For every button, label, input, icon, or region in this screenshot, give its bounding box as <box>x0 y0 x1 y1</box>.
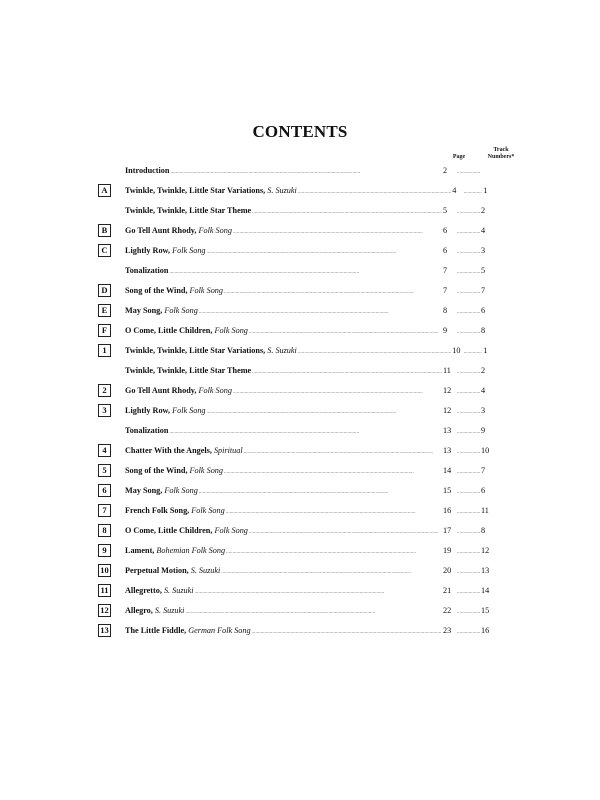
section-badge: 9 <box>98 544 111 557</box>
dot-leader <box>170 166 442 176</box>
composer: S. Suzuki <box>154 606 185 615</box>
track-number: 4 <box>481 386 486 395</box>
composer: Folk Song <box>198 226 232 235</box>
piece-title: Allegro, <box>125 606 153 615</box>
dot-leader <box>298 186 451 196</box>
piece-title: Song of the Wind, <box>125 286 188 295</box>
contents-entry <box>0 581 600 601</box>
section-badge: 8 <box>98 524 111 537</box>
page-number: 8 <box>443 306 448 315</box>
track-number: 5 <box>481 266 486 275</box>
dot-leader <box>252 626 442 636</box>
entry-line <box>125 266 493 276</box>
section-badge: D <box>98 284 111 297</box>
track-number: 7 <box>481 466 486 475</box>
piece-title: Lament, <box>125 546 155 555</box>
entry-line <box>125 506 493 516</box>
contents-entry <box>0 521 600 541</box>
dot-leader <box>457 526 480 536</box>
page-number: 2 <box>443 166 448 175</box>
page-number: 13 <box>443 446 452 455</box>
composer: S. Suzuki <box>267 186 297 195</box>
dot-leader <box>457 626 480 636</box>
piece-title: Go Tell Aunt Rhody, <box>125 386 197 395</box>
track-number: 6 <box>481 306 486 315</box>
page-number: 11 <box>443 366 451 375</box>
track-number: 1 <box>483 346 488 355</box>
track-number: 8 <box>481 526 486 535</box>
piece-title: Chatter With the Angels, <box>125 446 212 455</box>
composer: Spiritual <box>213 446 243 455</box>
dot-leader <box>195 586 442 596</box>
page-number: 5 <box>443 206 448 215</box>
piece-title: French Folk Song, <box>125 506 190 515</box>
contents-entry <box>0 201 600 221</box>
composer: Folk Song <box>172 246 206 255</box>
entry-line <box>125 486 493 496</box>
composer: Folk Song <box>172 406 206 415</box>
entry-line <box>125 626 493 636</box>
page-number: 17 <box>443 526 452 535</box>
dot-leader <box>249 326 442 336</box>
dot-leader <box>233 386 442 396</box>
contents-entry <box>0 601 600 621</box>
track-number: 15 <box>481 606 490 615</box>
contents-entry <box>0 481 600 501</box>
dot-leader <box>457 266 480 276</box>
entry-line <box>125 186 493 196</box>
track-number: 3 <box>481 406 486 415</box>
section-badge: 7 <box>98 504 111 517</box>
track-number: 11 <box>481 506 489 515</box>
section-badge: 4 <box>98 444 111 457</box>
composer: Folk Song <box>164 486 198 495</box>
piece-title: May Song, <box>125 486 163 495</box>
contents-entry <box>0 341 600 361</box>
track-header-line-1: Track <box>493 147 509 153</box>
dot-leader <box>226 506 442 516</box>
track-number: 3 <box>481 246 486 255</box>
track-numbers-column-header <box>484 147 518 160</box>
composer: Folk Song <box>189 286 223 295</box>
piece-title: Lightly Row, <box>125 406 171 415</box>
page-number: 6 <box>443 226 448 235</box>
piece-title: Tonalization <box>125 266 169 275</box>
dot-leader <box>464 346 483 356</box>
dot-leader <box>252 366 442 376</box>
dot-leader <box>199 306 442 316</box>
dot-leader <box>207 246 442 256</box>
entry-line <box>125 406 493 416</box>
page-number: 7 <box>443 266 448 275</box>
page-number: 7 <box>443 286 448 295</box>
track-number: 6 <box>481 486 486 495</box>
section-badge: F <box>98 324 111 337</box>
page-column-header: Page <box>452 154 466 160</box>
dot-leader <box>457 566 480 576</box>
track-number: 10 <box>481 446 490 455</box>
track-number: 1 <box>483 186 488 195</box>
piece-title: Twinkle, Twinkle, Little Star Variations, <box>125 346 266 355</box>
dot-leader <box>457 546 480 556</box>
dot-leader <box>169 426 442 436</box>
dot-leader <box>457 386 480 396</box>
composer: Folk Song <box>214 326 248 335</box>
track-number: 16 <box>481 626 490 635</box>
piece-title: Perpetual Motion, <box>125 566 189 575</box>
section-badge: 6 <box>98 484 111 497</box>
contents-entry <box>0 381 600 401</box>
contents-entry <box>0 501 600 521</box>
dot-leader <box>224 466 442 476</box>
dot-leader <box>457 206 480 216</box>
composer: Folk Song <box>198 386 232 395</box>
piece-title: Song of the Wind, <box>125 466 188 475</box>
section-badge: 12 <box>98 604 111 617</box>
contents-entry <box>0 421 600 441</box>
track-header-line-2: Numbers* <box>487 153 515 160</box>
page-title: CONTENTS <box>252 122 348 141</box>
track-number: 4 <box>481 226 486 235</box>
composer: Folk Song <box>189 466 223 475</box>
contents-entry <box>0 161 600 181</box>
dot-leader <box>457 366 480 376</box>
page-number: 13 <box>443 426 452 435</box>
page-number: 23 <box>443 626 452 635</box>
entry-line <box>125 586 493 596</box>
composer: S. Suzuki <box>163 586 194 595</box>
composer: Folk Song <box>214 526 248 535</box>
section-badge: 1 <box>98 344 111 357</box>
dot-leader <box>233 226 442 236</box>
page-number: 21 <box>443 586 452 595</box>
track-number: 8 <box>481 326 486 335</box>
page-number: 19 <box>443 546 452 555</box>
page-number: 10 <box>452 346 461 355</box>
page-number: 4 <box>452 186 457 195</box>
composer: Bohemian Folk Song <box>156 546 226 555</box>
track-number: 9 <box>481 426 486 435</box>
dot-leader <box>457 286 480 296</box>
dot-leader <box>464 186 483 196</box>
dot-leader <box>457 606 480 616</box>
contents-entry <box>0 361 600 381</box>
contents-entry <box>0 261 600 281</box>
section-badge: 10 <box>98 564 111 577</box>
dot-leader <box>244 446 442 456</box>
dot-leader <box>457 306 480 316</box>
contents-entry <box>0 621 600 641</box>
track-number: 13 <box>481 566 490 575</box>
track-number: 2 <box>481 366 486 375</box>
piece-title: The Little Fiddle, <box>125 626 187 635</box>
page-number: 6 <box>443 246 448 255</box>
contents-entry <box>0 321 600 341</box>
section-badge: 5 <box>98 464 111 477</box>
dot-leader <box>457 506 480 516</box>
section-badge: 3 <box>98 404 111 417</box>
contents-entry <box>0 301 600 321</box>
entry-line <box>125 166 493 176</box>
contents-entry <box>0 461 600 481</box>
track-number: 7 <box>481 286 486 295</box>
piece-title: Lightly Row, <box>125 246 171 255</box>
section-badge: B <box>98 224 111 237</box>
piece-title: Twinkle, Twinkle, Little Star Variations, <box>125 186 266 195</box>
entry-line <box>125 386 493 396</box>
piece-title: O Come, Little Children, <box>125 326 213 335</box>
dot-leader <box>457 586 480 596</box>
section-badge: 11 <box>98 584 111 597</box>
dot-leader <box>457 246 480 256</box>
dot-leader <box>221 566 442 576</box>
dot-leader <box>457 166 480 176</box>
composer: S. Suzuki <box>190 566 221 575</box>
composer: Folk Song <box>191 506 225 515</box>
contents-entry <box>0 541 600 561</box>
entry-line <box>125 286 493 296</box>
dot-leader <box>457 426 480 436</box>
entry-line <box>125 606 493 616</box>
page-number: 9 <box>443 326 448 335</box>
entry-line <box>125 326 493 336</box>
piece-title: Twinkle, Twinkle, Little Star Theme <box>125 206 252 215</box>
page-number: 16 <box>443 506 452 515</box>
track-number: 2 <box>481 206 486 215</box>
section-badge: 2 <box>98 384 111 397</box>
entry-line <box>125 526 493 536</box>
contents-entry <box>0 441 600 461</box>
entry-line <box>125 346 493 356</box>
contents-entry <box>0 281 600 301</box>
piece-title: O Come, Little Children, <box>125 526 213 535</box>
dot-leader <box>457 466 480 476</box>
page-number: 20 <box>443 566 452 575</box>
piece-title: Twinkle, Twinkle, Little Star Theme <box>125 366 252 375</box>
contents-list <box>0 161 600 641</box>
track-number: 12 <box>481 546 490 555</box>
page-number: 22 <box>443 606 452 615</box>
section-badge: C <box>98 244 111 257</box>
section-badge: A <box>98 184 111 197</box>
entry-line <box>125 446 493 456</box>
entry-line <box>125 426 493 436</box>
dot-leader <box>185 606 442 616</box>
dot-leader <box>224 286 442 296</box>
dot-leader <box>226 546 442 556</box>
contents-entry <box>0 401 600 421</box>
dot-leader <box>169 266 442 276</box>
page-number: 15 <box>443 486 452 495</box>
dot-leader <box>199 486 442 496</box>
contents-entry <box>0 241 600 261</box>
page-number: 12 <box>443 386 452 395</box>
entry-line <box>125 246 493 256</box>
piece-title: Go Tell Aunt Rhody, <box>125 226 197 235</box>
section-badge: E <box>98 304 111 317</box>
composer: Folk Song <box>164 306 198 315</box>
entry-line <box>125 546 493 556</box>
dot-leader <box>207 406 442 416</box>
entry-line <box>125 306 493 316</box>
entry-line <box>125 226 493 236</box>
dot-leader <box>249 526 442 536</box>
piece-title: Introduction <box>125 166 170 175</box>
dot-leader <box>457 406 480 416</box>
entry-line <box>125 466 493 476</box>
entry-line <box>125 566 493 576</box>
piece-title: Tonalization <box>125 426 169 435</box>
contents-entry <box>0 561 600 581</box>
section-badge: 13 <box>98 624 111 637</box>
composer: German Folk Song <box>188 626 251 635</box>
piece-title: May Song, <box>125 306 163 315</box>
entry-line <box>125 206 493 216</box>
dot-leader <box>457 486 480 496</box>
page-number: 12 <box>443 406 452 415</box>
dot-leader <box>457 226 480 236</box>
track-number: 14 <box>481 586 490 595</box>
dot-leader <box>252 206 442 216</box>
composer: S. Suzuki <box>267 346 297 355</box>
dot-leader <box>457 326 480 336</box>
contents-entry <box>0 181 600 201</box>
dot-leader <box>298 346 451 356</box>
piece-title: Allegretto, <box>125 586 162 595</box>
dot-leader <box>457 446 480 456</box>
page-number: 14 <box>443 466 452 475</box>
entry-line <box>125 366 493 376</box>
contents-entry <box>0 221 600 241</box>
